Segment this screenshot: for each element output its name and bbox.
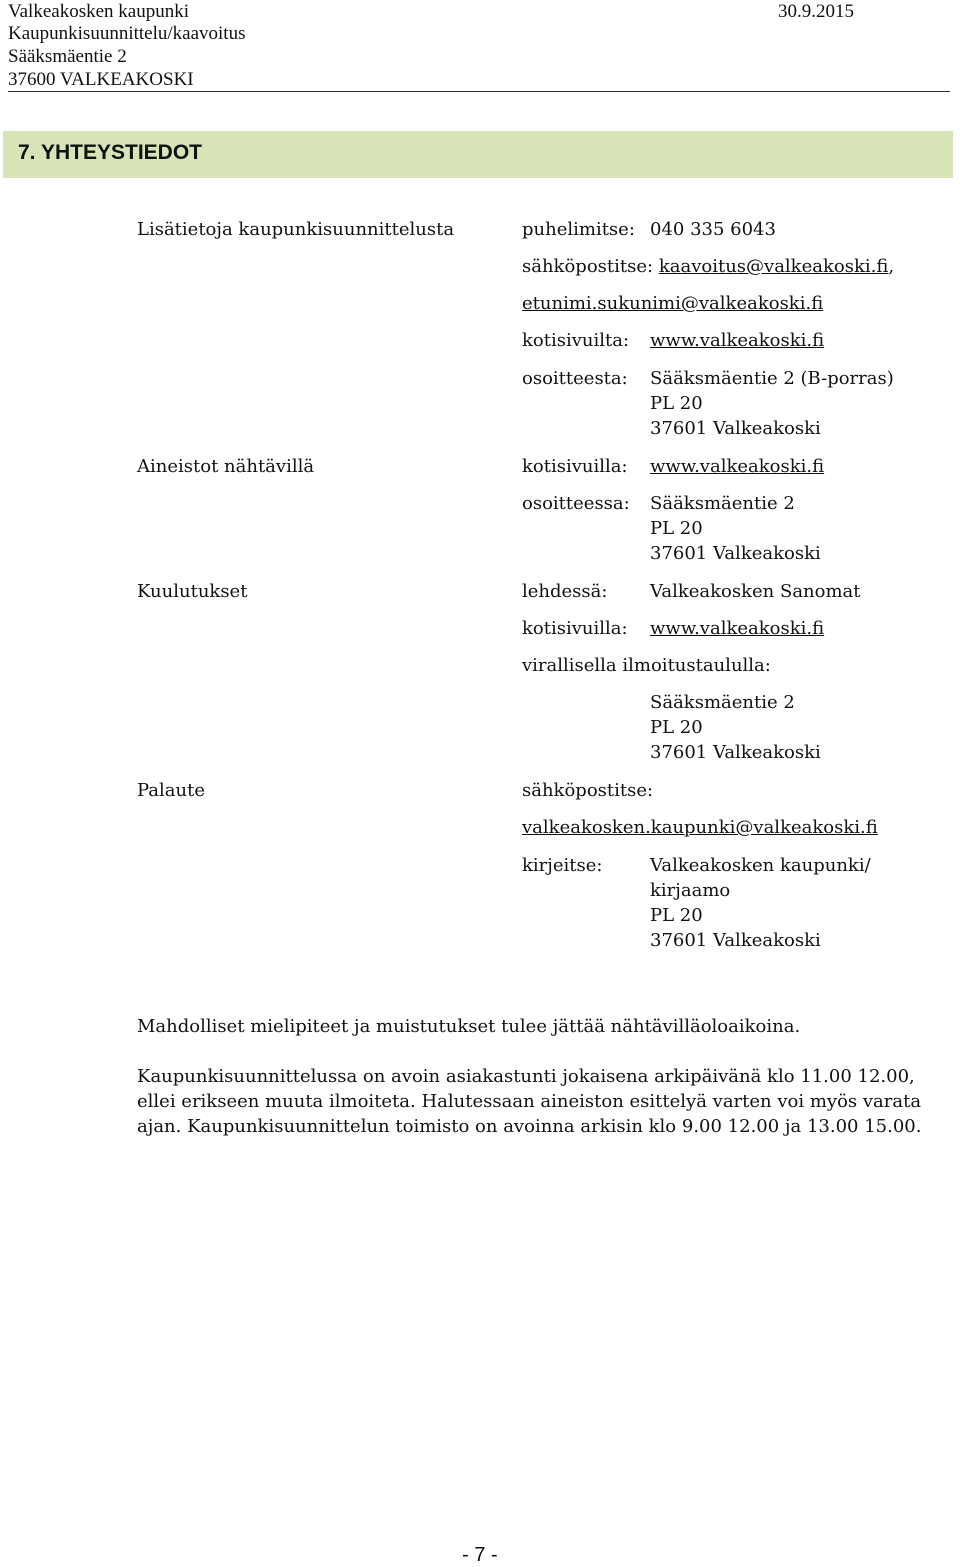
- aineistot-address-line2: PL 20: [650, 518, 703, 539]
- website-link[interactable]: www.valkeakoski.fi: [650, 330, 825, 351]
- office-hours-line3: ajan. Kaupunkisuunnittelun toimisto on avoinna arkisin klo 9.00 12.00 ja 13.00 15.00.: [137, 1116, 922, 1137]
- paper-name: Valkeakosken Sanomat: [650, 581, 861, 602]
- aineistot-address-line1: Sääksmäentie 2: [650, 493, 795, 514]
- letter-line1: Valkeakosken kaupunki/: [650, 855, 871, 876]
- email-label: sähköpostitse:: [522, 256, 654, 277]
- web-label: kotisivuilta:: [522, 330, 630, 351]
- address-line2: PL 20: [650, 393, 703, 414]
- letter-line3: PL 20: [650, 905, 703, 926]
- kuulutukset-address-line2: PL 20: [650, 717, 703, 738]
- address-line1: Sääksmäentie 2 (B-porras): [650, 368, 894, 389]
- aineistot-heading: Aineistot nähtävillä: [137, 456, 315, 477]
- kaavoitus-email-link[interactable]: kaavoitus@valkeakoski.fi: [658, 256, 889, 277]
- header-divider: [8, 91, 950, 92]
- office-hours-line2: ellei erikseen muuta ilmoiteta. Halutessaan aineiston esittelyä varten voi myös varata: [137, 1091, 922, 1112]
- kuulutukset-website-link[interactable]: www.valkeakoski.fi: [650, 618, 825, 639]
- notice-board-label: virallisella ilmoitustaululla:: [522, 655, 771, 676]
- aineistot-address-label: osoitteessa:: [522, 493, 630, 514]
- header-date: 30.9.2015: [778, 1, 854, 22]
- phone-number: 040 335 6043: [650, 219, 776, 240]
- phone-label: puhelimitse:: [522, 219, 635, 240]
- kuulutukset-heading: Kuulutukset: [137, 581, 248, 602]
- opinions-note: Mahdolliset mielipiteet ja muistutukset tulee jättää nähtävilläoloaikoina.: [137, 1016, 801, 1037]
- header-postal: 37600 VALKEAKOSKI: [8, 69, 194, 90]
- aineistot-web-label: kotisivuilla:: [522, 456, 628, 477]
- section-title: 7. YHTEYSTIEDOT: [18, 141, 202, 164]
- paper-label: lehdessä:: [522, 581, 608, 602]
- letter-label: kirjeitse:: [522, 855, 603, 876]
- lisatietoja-heading: Lisätietoja kaupunkisuunnittelusta: [137, 219, 455, 240]
- kuulutukset-address-line3: 37601 Valkeakoski: [650, 742, 821, 763]
- header-dept: Kaupunkisuunnittelu/kaavoitus: [8, 23, 246, 44]
- aineistot-address-line3: 37601 Valkeakoski: [650, 543, 821, 564]
- aineistot-website-link[interactable]: www.valkeakoski.fi: [650, 456, 825, 477]
- email-row: [522, 254, 894, 279]
- office-hours-line1: Kaupunkisuunnittelussa on avoin asiakastunti jokaisena arkipäivänä klo 11.00 12.00,: [137, 1066, 915, 1087]
- page-number: - 7 -: [462, 1544, 498, 1566]
- palaute-heading: Palaute: [137, 780, 206, 801]
- kuulutukset-web-label: kotisivuilla:: [522, 618, 628, 639]
- letter-line2: kirjaamo: [650, 880, 731, 901]
- palaute-email-label: sähköpostitse:: [522, 780, 654, 801]
- address-label: osoitteesta:: [522, 368, 628, 389]
- email-separator: ,: [888, 256, 895, 277]
- kuulutukset-address-line1: Sääksmäentie 2: [650, 692, 795, 713]
- personal-email-link[interactable]: etunimi.sukunimi@valkeakoski.fi: [522, 293, 824, 314]
- section-banner: [3, 131, 953, 178]
- header-street: Sääksmäentie 2: [8, 46, 127, 67]
- address-line3: 37601 Valkeakoski: [650, 418, 821, 439]
- letter-line4: 37601 Valkeakoski: [650, 930, 821, 951]
- palaute-email-link[interactable]: valkeakosken.kaupunki@valkeakoski.fi: [522, 817, 878, 838]
- header-org: Valkeakosken kaupunki: [8, 1, 189, 22]
